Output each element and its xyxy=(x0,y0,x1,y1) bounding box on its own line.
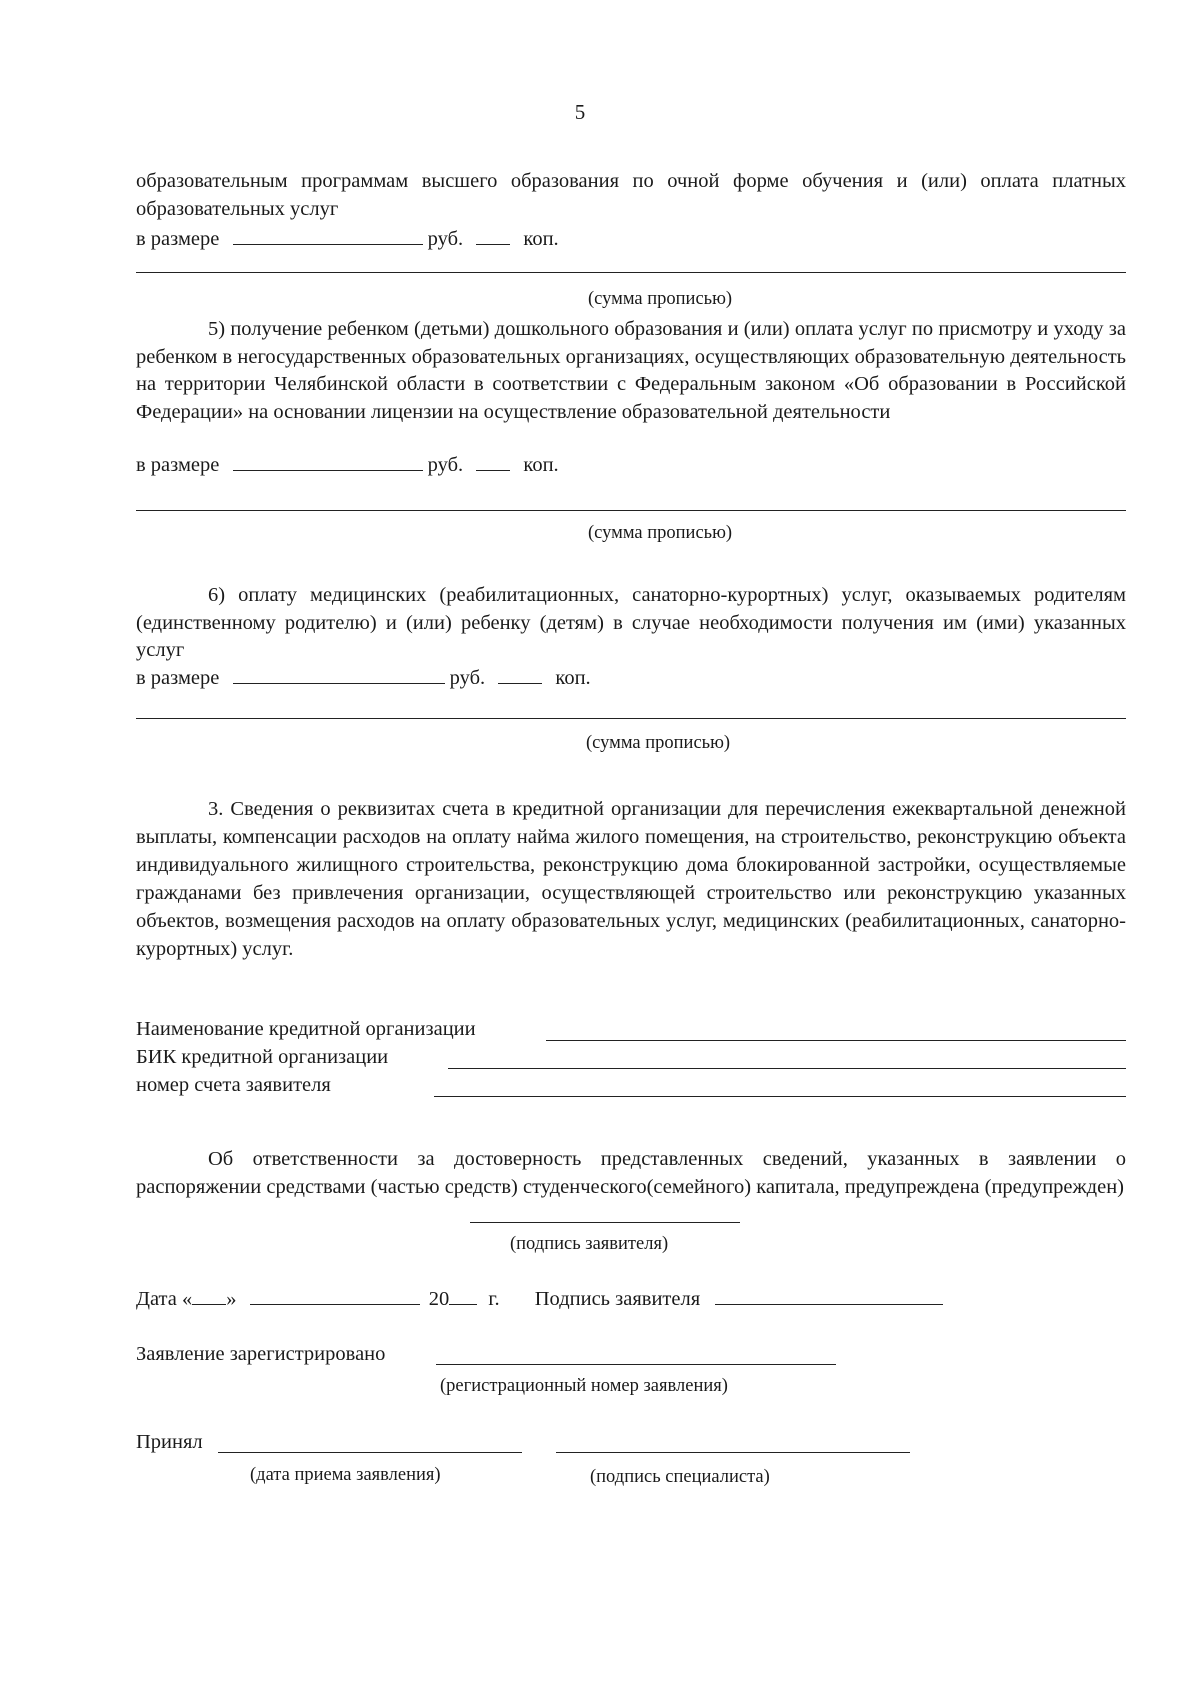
accepted-label: Принял xyxy=(136,1431,203,1453)
date-row xyxy=(136,1286,943,1311)
year-prefix: 20 xyxy=(428,1288,450,1310)
amount-in-words-caption: (сумма прописью) xyxy=(588,289,733,309)
amount-in-words-caption: (сумма прописью) xyxy=(586,733,731,753)
signature-field[interactable] xyxy=(715,1286,943,1305)
date-close: » xyxy=(226,1288,237,1310)
rub-label: руб. xyxy=(449,667,486,689)
block1-amount-row xyxy=(136,226,559,251)
date-label: Дата « xyxy=(136,1288,193,1310)
block6-amount-row xyxy=(136,665,591,690)
rub-field[interactable] xyxy=(233,226,423,245)
block5-amount-row xyxy=(136,452,559,477)
bik-label: БИК кредитной организации xyxy=(136,1046,389,1068)
bank-name-field[interactable] xyxy=(546,1040,1126,1041)
kop-field[interactable] xyxy=(498,665,542,684)
month-field[interactable] xyxy=(250,1286,420,1305)
kop-label: коп. xyxy=(523,454,559,476)
acceptance-date-field[interactable] xyxy=(218,1452,522,1453)
specialist-signature-caption: (подпись специалиста) xyxy=(590,1467,770,1487)
day-field[interactable] xyxy=(192,1286,226,1305)
kop-field[interactable] xyxy=(476,452,510,471)
section3-text: 3. Сведения о реквизитах счета в кредитной организации для перечисления ежеквартальной денежной выплаты, компенсации расходов на оплату найма жилого помещения, на строительство, реконструкцию объекта индивидуального жилищного строительства, реконструкцию дома блокированной застройки, осуществляемые гражданами без привлечения организации, осуществляющей строительство или реконструкцию указанных объектов, возмещения расходов на оплату образовательных услуг, медицинских (реабилитационных, санаторно-курортных) услуг. xyxy=(136,798,1126,960)
account-number-label: номер счета заявителя xyxy=(136,1074,331,1096)
year-field[interactable] xyxy=(449,1286,477,1305)
bank-name-label: Наименование кредитной организации xyxy=(136,1018,476,1040)
kop-label: коп. xyxy=(523,228,559,250)
amount-in-words-line[interactable] xyxy=(136,272,1126,273)
registration-number-field[interactable] xyxy=(436,1364,836,1365)
amount-in-words-line[interactable] xyxy=(136,718,1126,719)
responsibility-text: Об ответственности за достоверность представленных сведений, указанных в заявлении о распоряжении средствами (частью средств) студенческого(семейного) капитала, предупреждена (предупрежден) xyxy=(136,1148,1126,1198)
signature-label: Подпись заявителя xyxy=(534,1288,701,1310)
acceptance-date-caption: (дата приема заявления) xyxy=(250,1465,441,1485)
registered-label: Заявление зарегистрировано xyxy=(136,1343,386,1365)
specialist-signature-field[interactable] xyxy=(556,1452,910,1453)
amount-in-words-caption: (сумма прописью) xyxy=(588,523,733,543)
kop-label: коп. xyxy=(555,667,591,689)
rub-label: руб. xyxy=(427,228,464,250)
applicant-signature-caption: (подпись заявителя) xyxy=(510,1234,669,1254)
account-number-field[interactable] xyxy=(434,1096,1126,1097)
rub-field[interactable] xyxy=(233,665,445,684)
kop-field[interactable] xyxy=(476,226,510,245)
amount-prefix: в размере xyxy=(136,454,220,476)
amount-in-words-line[interactable] xyxy=(136,510,1126,511)
page-number: 5 xyxy=(574,100,586,124)
bik-field[interactable] xyxy=(448,1068,1126,1069)
block1-text: образовательным программам высшего образования по очной форме обучения и (или) оплата платных образовательных услуг xyxy=(136,170,1126,220)
block5-text: 5) получение ребенком (детьми) дошкольного образования и (или) оплата услуг по присмотру и уходу за ребенком в негосударственных образовательных организациях, осуществляющих образовательную деятельность на территории Челябинской области в соответствии с Федеральным законом «Об образовании в Российской Федерации» на основании лицензии на осуществление образовательной деятельности xyxy=(136,318,1126,423)
year-suffix: г. xyxy=(488,1288,500,1310)
block6-text: 6) оплату медицинских (реабилитационных, санаторно-курортных) услуг, оказываемых родителям (единственному родителю) и (или) ребенку (детям) в случае необходимости получения им (ими) указанных услуг xyxy=(136,584,1126,661)
registration-number-caption: (регистрационный номер заявления) xyxy=(440,1376,728,1396)
rub-label: руб. xyxy=(427,454,464,476)
applicant-signature-field[interactable] xyxy=(470,1222,740,1223)
amount-prefix: в размере xyxy=(136,667,220,689)
rub-field[interactable] xyxy=(233,452,423,471)
amount-prefix: в размере xyxy=(136,228,220,250)
